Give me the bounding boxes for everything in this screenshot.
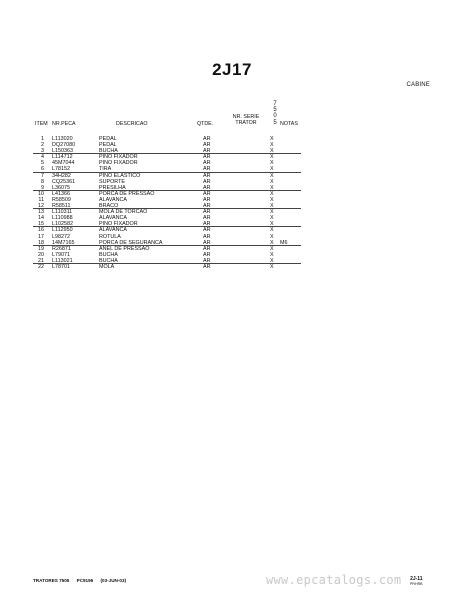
page-number-sub: PRHRB	[410, 582, 423, 586]
serie-mark: X	[270, 148, 274, 155]
part-quantity: AR	[203, 239, 211, 246]
item-number: 19	[38, 245, 44, 252]
part-quantity: AR	[203, 233, 211, 240]
part-description: MOLA DE TORCAO	[99, 209, 148, 216]
serie-mark: X	[270, 227, 274, 234]
part-number: L110988	[52, 215, 73, 222]
part-description: MOLA	[99, 263, 115, 270]
part-description: BRACO	[99, 203, 119, 210]
serie-mark: X	[270, 184, 274, 191]
part-description: PINO FIXADOR	[99, 154, 138, 161]
part-quantity: AR	[203, 142, 211, 149]
col-header-notes: NOTAS	[280, 121, 298, 127]
part-quantity: AR	[203, 203, 211, 210]
part-quantity: AR	[203, 172, 211, 179]
part-quantity: AR	[203, 215, 211, 222]
part-number: R58511	[52, 203, 71, 210]
part-description: TIRA	[99, 166, 112, 173]
serie-mark: X	[270, 239, 274, 246]
serie-mark: X	[270, 215, 274, 222]
footer-model: TRATORES 7505	[33, 578, 70, 583]
item-number: 10	[38, 190, 44, 197]
item-number: 6	[41, 166, 44, 173]
part-description: PEDAL	[99, 142, 117, 149]
part-description: SUPORTE	[99, 178, 125, 185]
col-header-qty: QTDE.	[197, 121, 214, 127]
part-number: L78152	[52, 166, 70, 173]
part-number: 34H282	[52, 172, 71, 179]
part-number: L150363	[52, 148, 73, 155]
col-header-item: ITEM	[35, 121, 48, 127]
part-description: ROTULA	[99, 233, 121, 240]
serie-mark: X	[270, 233, 274, 240]
part-number: L113020	[52, 136, 73, 142]
item-number: 7	[41, 172, 44, 179]
part-quantity: AR	[203, 263, 211, 270]
item-number: 1	[41, 136, 44, 142]
part-number: R58509	[52, 196, 71, 203]
item-number: 15	[38, 221, 44, 228]
item-number: 3	[41, 148, 44, 155]
item-number: 13	[38, 209, 44, 216]
part-number: 45M7044	[52, 160, 75, 167]
part-description: PINO ELASTICO	[99, 172, 141, 179]
part-description: BUCHA	[99, 148, 118, 155]
serie-mark: X	[270, 209, 274, 216]
tractor-model-header	[271, 101, 279, 126]
part-quantity: AR	[203, 209, 211, 216]
part-description: BUCHA	[99, 257, 118, 264]
part-quantity: AR	[203, 227, 211, 234]
item-number: 2	[41, 142, 44, 149]
serie-mark: X	[270, 245, 274, 252]
model-digit: 5	[273, 119, 277, 126]
part-number: L78701	[52, 263, 70, 270]
part-quantity: AR	[203, 251, 211, 258]
part-description: BUCHA	[99, 251, 118, 258]
part-quantity: AR	[203, 160, 211, 167]
item-number: 21	[38, 257, 44, 264]
item-number: 17	[38, 233, 44, 240]
model-digit: 7	[273, 101, 277, 107]
part-number: L36075	[52, 184, 70, 191]
part-quantity: AR	[203, 190, 211, 197]
model-digit: 5	[273, 107, 277, 114]
page-number-main: 2J-11	[410, 576, 423, 582]
footer-catalog: PC9196	[76, 578, 94, 583]
part-quantity: AR	[203, 245, 211, 252]
footer	[33, 578, 132, 583]
part-description: PINO FIXADOR	[99, 160, 138, 167]
item-number: 8	[41, 178, 44, 185]
col-header-part: NR.PECA	[52, 121, 76, 127]
item-number: 9	[41, 184, 44, 191]
part-number: R26871	[52, 245, 71, 252]
col-header-desc: DESCRICAO	[116, 121, 148, 127]
part-description: ANEL DE PRESSAO	[99, 245, 150, 252]
part-description: PORCA DE PRESSAO	[99, 190, 155, 197]
part-description: ALAVANCA	[99, 227, 127, 234]
part-quantity: AR	[203, 221, 211, 228]
part-quantity: AR	[203, 154, 211, 161]
item-number: 22	[38, 263, 44, 270]
table-row	[33, 264, 301, 270]
part-quantity: AR	[203, 184, 211, 191]
page-title: 2J17	[212, 60, 252, 79]
serie-mark: X	[270, 154, 274, 161]
item-number: 14	[38, 215, 44, 222]
part-number: L114712	[52, 154, 73, 161]
part-number: CQ25361	[52, 178, 76, 185]
serie-line-2: TRATOR	[235, 120, 257, 126]
part-description: PEDAL	[99, 136, 117, 142]
serie-mark: X	[270, 257, 274, 264]
serie-mark: X	[270, 136, 274, 142]
item-number: 12	[38, 203, 44, 210]
item-number: 4	[41, 154, 44, 161]
serie-mark: X	[270, 190, 274, 197]
part-number: L79071	[52, 251, 70, 258]
col-header-serie	[228, 114, 264, 126]
item-number: 16	[38, 227, 44, 234]
serie-mark: X	[270, 160, 274, 167]
item-number: 20	[38, 251, 44, 258]
part-number: 14M7165	[52, 239, 75, 246]
part-number: L98272	[52, 233, 70, 240]
section-label: CABINE	[406, 82, 430, 88]
part-quantity: AR	[203, 166, 211, 173]
part-number: L110311	[52, 209, 73, 216]
part-description: ALAVANCA	[99, 196, 127, 203]
serie-line-1: NR. SERIE	[232, 114, 260, 120]
part-number: DQ27080	[52, 142, 76, 149]
serie-mark: X	[270, 196, 274, 203]
footer-date: (03-JUN-03)	[100, 578, 127, 583]
item-number: 5	[41, 160, 44, 167]
serie-mark: X	[270, 172, 274, 179]
part-description: PRESILHA	[99, 184, 126, 191]
serie-mark: X	[270, 178, 274, 185]
part-description: PINO FIXADOR	[99, 221, 138, 228]
watermark: www.epcatalogs.com	[266, 573, 402, 587]
serie-mark: X	[270, 142, 274, 149]
part-quantity: AR	[203, 178, 211, 185]
serie-mark: X	[270, 251, 274, 258]
part-number: L113021	[52, 257, 73, 264]
part-number: L112950	[52, 227, 73, 234]
item-number: 18	[38, 239, 44, 246]
part-quantity: AR	[203, 148, 211, 155]
serie-mark: X	[270, 166, 274, 173]
model-digit: 0	[273, 113, 277, 120]
part-quantity: AR	[203, 136, 211, 142]
part-quantity: AR	[203, 257, 211, 264]
serie-mark: X	[270, 263, 274, 270]
page-number	[410, 577, 423, 587]
part-number: L102582	[52, 221, 73, 228]
part-number: L41366	[52, 190, 70, 197]
serie-mark: X	[270, 221, 274, 228]
part-note: M6	[280, 239, 288, 246]
part-quantity: AR	[203, 196, 211, 203]
parts-table	[33, 136, 301, 270]
part-description: ALAVANCA	[99, 215, 127, 222]
item-number: 11	[38, 196, 44, 203]
part-description: PORCA DE SEGURANCA	[99, 239, 163, 246]
serie-mark: X	[270, 203, 274, 210]
